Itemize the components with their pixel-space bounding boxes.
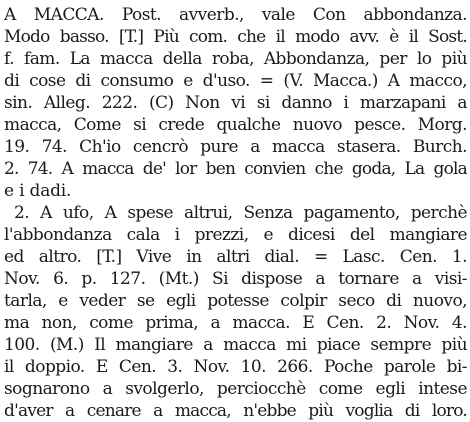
text-line: l'abbondanza cala i prezzi, e dicesi del mangiare	[4, 225, 467, 245]
text-line: Modo basso. [T.] Più com. che il modo avv. è il Sost.	[4, 27, 467, 47]
text-line: sin. Alleg. 222. (C) Non vi si danno i marzapani a	[4, 93, 467, 113]
text-line: ma non, come prima, a macca. E Cen. 2. Nov. 4.	[4, 313, 467, 333]
text-line: f. fam. La macca della roba, Abbondanza, per lo più	[4, 49, 467, 69]
text-line: macca, Come si crede qualche nuovo pesce. Morg.	[4, 115, 467, 135]
text-line: 2. 74. A macca de' lor ben convien che goda, La gola	[4, 159, 467, 179]
text-line: 2. A ufo, A spese altrui, Senza pagamento, perchè	[14, 203, 467, 223]
text-line: tarla, e veder se egli potesse colpir seco di nuovo,	[4, 291, 467, 311]
text-line: 100. (M.) Il mangiare a macca mi piace sempre più	[4, 335, 467, 355]
dictionary-entry	[4, 4, 467, 422]
text-line: ed altro. [T.] Vive in altri dial. = Lasc. Cen. 1.	[4, 247, 467, 267]
text-line: sognarono a svolgerlo, perciocchè come egli intese	[4, 379, 467, 399]
text-line: Nov. 6. p. 127. (Mt.) Si dispose a tornare a visi-	[4, 269, 467, 289]
text-line: di cose di consumo e d'uso. = (V. Macca.) A macco,	[4, 71, 467, 91]
text-line: e i dadi.	[4, 181, 72, 201]
text-line: A MACCA. Post. avverb., vale Con abbondanza.	[4, 5, 467, 25]
text-line: 19. 74. Ch'io cencrò pure a macca stasera. Burch.	[4, 137, 467, 157]
text-line: d'aver a cenare a macca, n'ebbe più voglia di loro.	[4, 401, 467, 421]
text-line: il doppio. E Cen. 3. Nov. 10. 266. Poche parole bi-	[4, 357, 467, 377]
